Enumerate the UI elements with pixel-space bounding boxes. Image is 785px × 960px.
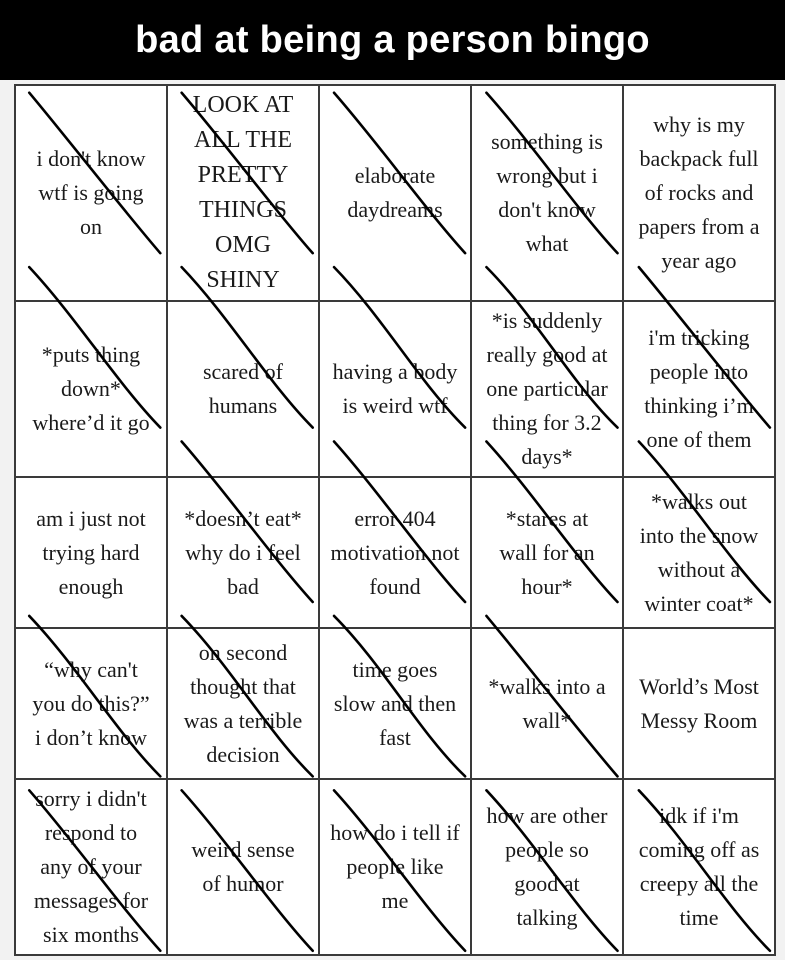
bingo-cell-19[interactable] [472, 629, 624, 780]
bingo-cell-6[interactable] [16, 302, 168, 478]
bingo-cell-text: LOOK AT ALL THE PRETTY THINGS OMG SHINY [192, 92, 294, 293]
bingo-cell-text: *is suddenly really good at one particular thing for 3.2 days* [486, 308, 608, 469]
bingo-cell-21[interactable] [16, 780, 168, 956]
bingo-cell-24[interactable] [472, 780, 624, 956]
bingo-cell-8[interactable] [320, 302, 472, 478]
bingo-cell-text: *walks into a wall* [488, 673, 606, 733]
bingo-cell-text: *walks out into the snow without a winter coat* [639, 488, 759, 616]
bingo-cell-text: sorry i didn't respond to any of your messages for six months [33, 786, 149, 947]
bingo-cell-20[interactable] [624, 629, 776, 780]
bingo-cell-2[interactable] [168, 86, 320, 302]
bingo-cell-text: *stares at wall for an hour* [499, 505, 595, 599]
bingo-cell-13[interactable] [320, 478, 472, 629]
bingo-cell-text: *doesn’t eat* why do i feel bad [184, 505, 302, 599]
bingo-cell-9[interactable] [472, 302, 624, 478]
bingo-cell-12[interactable] [168, 478, 320, 629]
bingo-cell-18[interactable] [320, 629, 472, 780]
bingo-cell-text: *puts thing down* where’d it go [32, 342, 150, 435]
bingo-cell-22[interactable] [168, 780, 320, 956]
bingo-cell-23[interactable] [320, 780, 472, 956]
bingo-cell-14[interactable] [472, 478, 624, 629]
bingo-cell-text: i don't know wtf is going on [36, 146, 146, 239]
bingo-cell-text: i'm tricking people into thinking i’m one of them [644, 325, 754, 452]
bingo-cell-text: something is wrong but i don't know what [491, 129, 603, 256]
bingo-cell-16[interactable] [16, 629, 168, 780]
bingo-cell-7[interactable] [168, 302, 320, 478]
bingo-cell-1[interactable] [16, 86, 168, 302]
bingo-cell-text: why is my backpack full of rocks and papers from a year ago [638, 112, 760, 273]
bingo-cell-text: having a body is weird wtf [332, 359, 458, 418]
bingo-cell-11[interactable] [16, 478, 168, 629]
bingo-cell-text: am i just not trying hard enough [36, 505, 146, 599]
bingo-cell-text: “why can't you do this?” i don’t know [32, 656, 150, 750]
bingo-cell-text: error 404 motivation not found [330, 505, 460, 599]
bingo-grid [14, 84, 776, 956]
bingo-cell-text: how do i tell if people like me [330, 820, 460, 913]
bingo-cell-3[interactable] [320, 86, 472, 302]
bingo-cell-text: elaborate daydreams [347, 163, 443, 222]
bingo-cell-4[interactable] [472, 86, 624, 302]
bingo-cell-text: scared of humans [202, 359, 283, 418]
bingo-cell-text: idk if i'm coming off as creepy all the time [638, 803, 760, 930]
bingo-cell-text: weird sense of humor [191, 837, 295, 896]
bingo-cell-text: on second thought that was a terrible decision [183, 639, 303, 767]
bingo-cell-15[interactable] [624, 478, 776, 629]
bingo-cell-text: World’s Most Messy Room [639, 673, 759, 733]
bingo-cell-5[interactable] [624, 86, 776, 302]
bingo-title: bad at being a person bingo [0, 0, 785, 80]
bingo-cell-10[interactable] [624, 302, 776, 478]
bingo-cell-text: time goes slow and then fast [333, 656, 457, 750]
bingo-cell-25[interactable] [624, 780, 776, 956]
bingo-cell-text: how are other people so good at talking [486, 803, 608, 930]
bingo-cell-17[interactable] [168, 629, 320, 780]
